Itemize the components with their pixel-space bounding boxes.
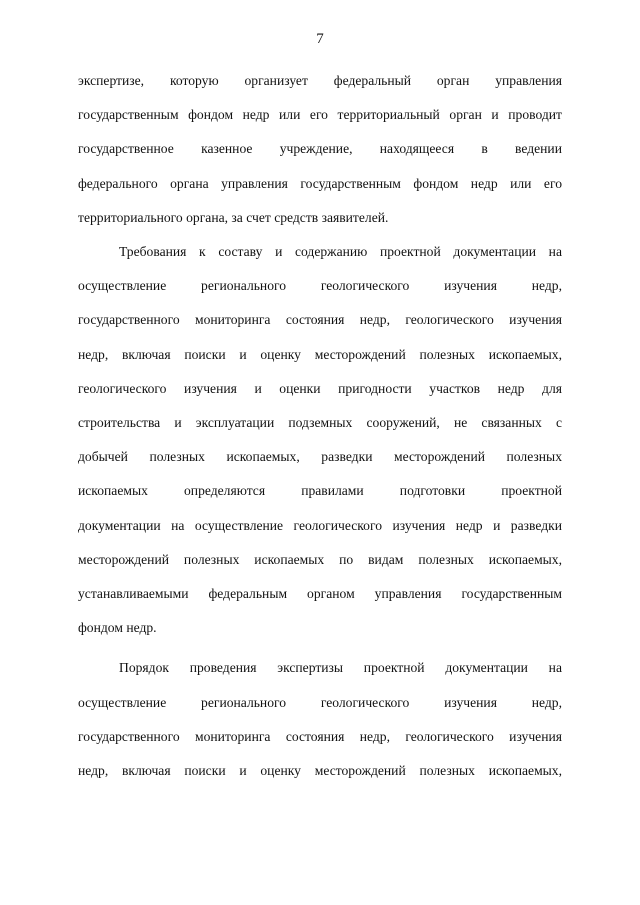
text-line: государственное казенное учреждение, находящееся в ведении <box>78 141 562 157</box>
paragraph-1 <box>78 64 562 235</box>
text-line: геологического изучения и оценки пригодности участков недр для <box>78 380 562 396</box>
text-line: месторождений полезных ископаемых по видам полезных ископаемых, <box>78 551 562 567</box>
text-line: территориального органа, за счет средств заявителей. <box>78 209 389 225</box>
text-line: добычей полезных ископаемых, разведки месторождений полезных <box>78 449 562 465</box>
text-line: устанавливаемыми федеральным органом управления государственным <box>78 586 562 602</box>
text-line: государственного мониторинга состояния недр, геологического изучения <box>78 728 562 744</box>
text-line: недр, включая поиски и оценку месторождений полезных ископаемых, <box>78 346 562 362</box>
text-line: документации на осуществление геологического изучения недр и разведки <box>78 517 562 533</box>
text-line: осуществление регионального геологического изучения недр, <box>78 694 562 710</box>
text-line: Порядок проведения экспертизы проектной документации на <box>119 660 562 676</box>
text-line: государственным фондом недр или его территориальный орган и проводит <box>78 107 562 123</box>
text-line: осуществление регионального геологического изучения недр, <box>78 278 562 294</box>
paragraph-2 <box>78 235 562 645</box>
page-number: 7 <box>316 31 324 47</box>
text-line: государственного мониторинга состояния недр, геологического изучения <box>78 312 562 328</box>
text-line: фондом недр. <box>78 620 157 636</box>
text-line: экспертизе, которую организует федеральный орган управления <box>78 73 562 88</box>
text-line: Требования к составу и содержанию проектной документации на <box>119 244 562 260</box>
text-line: ископаемых определяются правилами подготовки проектной <box>78 483 562 499</box>
text-line: недр, включая поиски и оценку месторождений полезных ископаемых, <box>78 763 562 779</box>
text-line: федерального органа управления государственным фондом недр или его <box>78 175 562 191</box>
document-body <box>78 64 562 788</box>
text-line: строительства и эксплуатации подземных сооружений, не связанных с <box>78 415 562 431</box>
paragraph-3 <box>78 651 562 788</box>
